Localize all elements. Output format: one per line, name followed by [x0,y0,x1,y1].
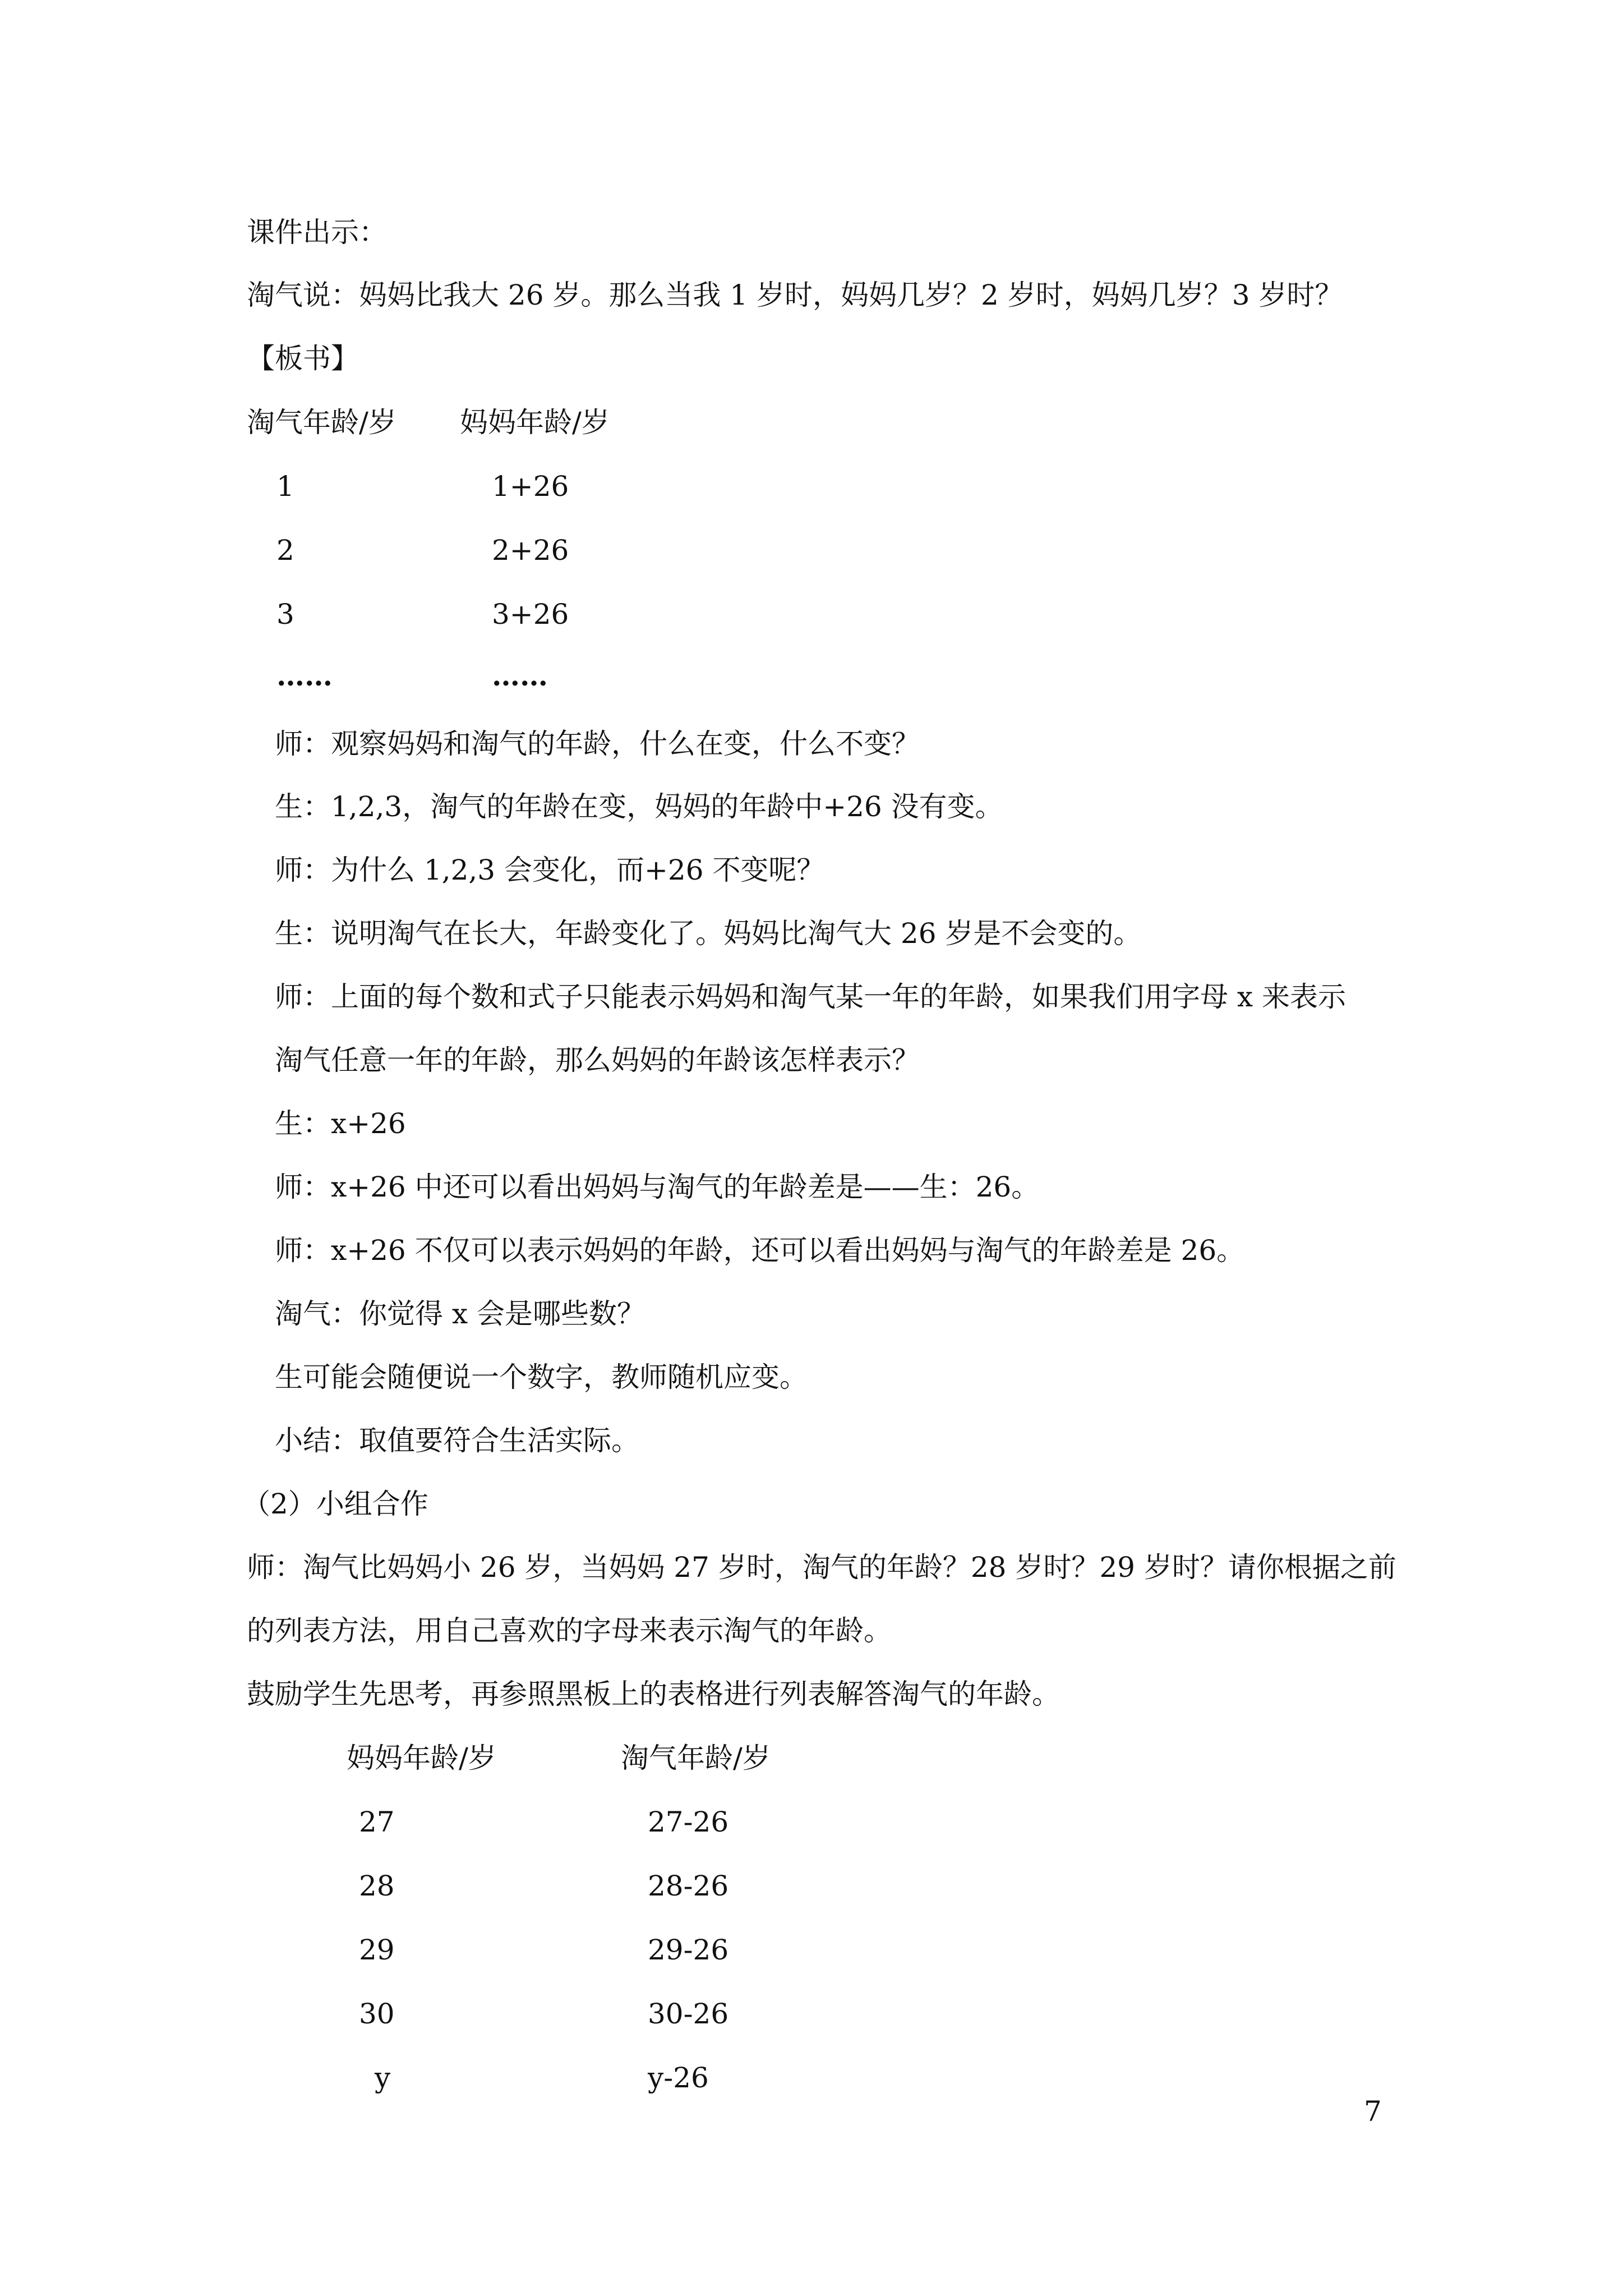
table1-cell: 1+26 [492,470,569,503]
paragraph-line: 的列表方法，用自己喜欢的字母来表示淘气的年龄。 [247,1614,892,1647]
paragraph-line: 鼓励学生先思考，再参照黑板上的表格进行列表解答淘气的年龄。 [247,1678,1060,1710]
paragraph-line: 师：淘气比妈妈小 26 岁，当妈妈 27 岁时，淘气的年龄？28 岁时？29 岁时？请你根据之前 [247,1551,1396,1584]
table2-cell: 28-26 [648,1870,729,1902]
table2-cell: 27 [359,1806,395,1838]
dialogue-line: 生：说明淘气在长大，年龄变化了。妈妈比淘气大 26 岁是不会变的。 [275,917,1142,950]
table2-cell: 28 [359,1870,395,1902]
dialogue-line: 师：x+26 不仅可以表示妈妈的年龄，还可以看出妈妈与淘气的年龄差是 26。 [275,1234,1245,1267]
table2-header-taoqi: 淘气年龄/岁 [621,1742,771,1774]
table2-cell: y-26 [648,2062,709,2094]
table1-cell: 2+26 [492,534,569,567]
table1-cell: 1 [276,470,294,503]
table1-cell: 2 [276,534,294,567]
table2-cell: 27-26 [648,1806,729,1838]
courseware-label: 课件出示： [247,216,387,249]
page-number: 7 [1364,2095,1382,2128]
dialogue-line: 师：为什么 1,2,3 会变化，而+26 不变呢？ [275,854,825,886]
table1-cell: 3+26 [492,598,569,631]
table2-cell: 29 [359,1934,395,1966]
table2-header-mama: 妈妈年龄/岁 [347,1742,496,1774]
table2-cell: y [375,2062,391,2094]
section-heading: （2）小组合作 [242,1488,428,1520]
dialogue-line: 淘气：你觉得 x 会是哪些数？ [275,1297,645,1330]
table2-cell: 30-26 [648,1998,729,2030]
dialogue-line: 师：上面的每个数和式子只能表示妈妈和淘气某一年的年龄，如果我们用字母 x 来表示 [275,981,1346,1013]
board-heading: 【板书】 [247,342,359,375]
table2-cell: 29-26 [648,1934,729,1966]
dialogue-line: 淘气任意一年的年龄，那么妈妈的年龄该怎样表示？ [275,1044,920,1076]
taoqi-question: 淘气说：妈妈比我大 26 岁。那么当我 1 岁时，妈妈几岁？2 岁时，妈妈几岁？3 岁时？ [247,279,1343,311]
dialogue-line: 生可能会随便说一个数字，教师随机应变。 [275,1361,808,1393]
table1-header-mama: 妈妈年龄/岁 [460,406,610,439]
table1-cell-ellipsis: …… [276,659,333,692]
dialogue-line: 师：观察妈妈和淘气的年龄，什么在变，什么不变？ [275,728,920,760]
table1-cell: 3 [276,598,294,631]
dialogue-line: 生：x+26 [275,1107,406,1140]
dialogue-line: 生：1,2,3，淘气的年龄在变，妈妈的年龄中+26 没有变。 [275,790,1003,823]
table1-header-taoqi: 淘气年龄/岁 [247,406,396,439]
dialogue-line: 师：x+26 中还可以看出妈妈与淘气的年龄差是——生：26。 [275,1171,1040,1203]
table2-cell: 30 [359,1998,395,2030]
dialogue-line: 小结：取值要符合生活实际。 [275,1424,639,1457]
table1-cell-ellipsis: …… [492,659,548,692]
